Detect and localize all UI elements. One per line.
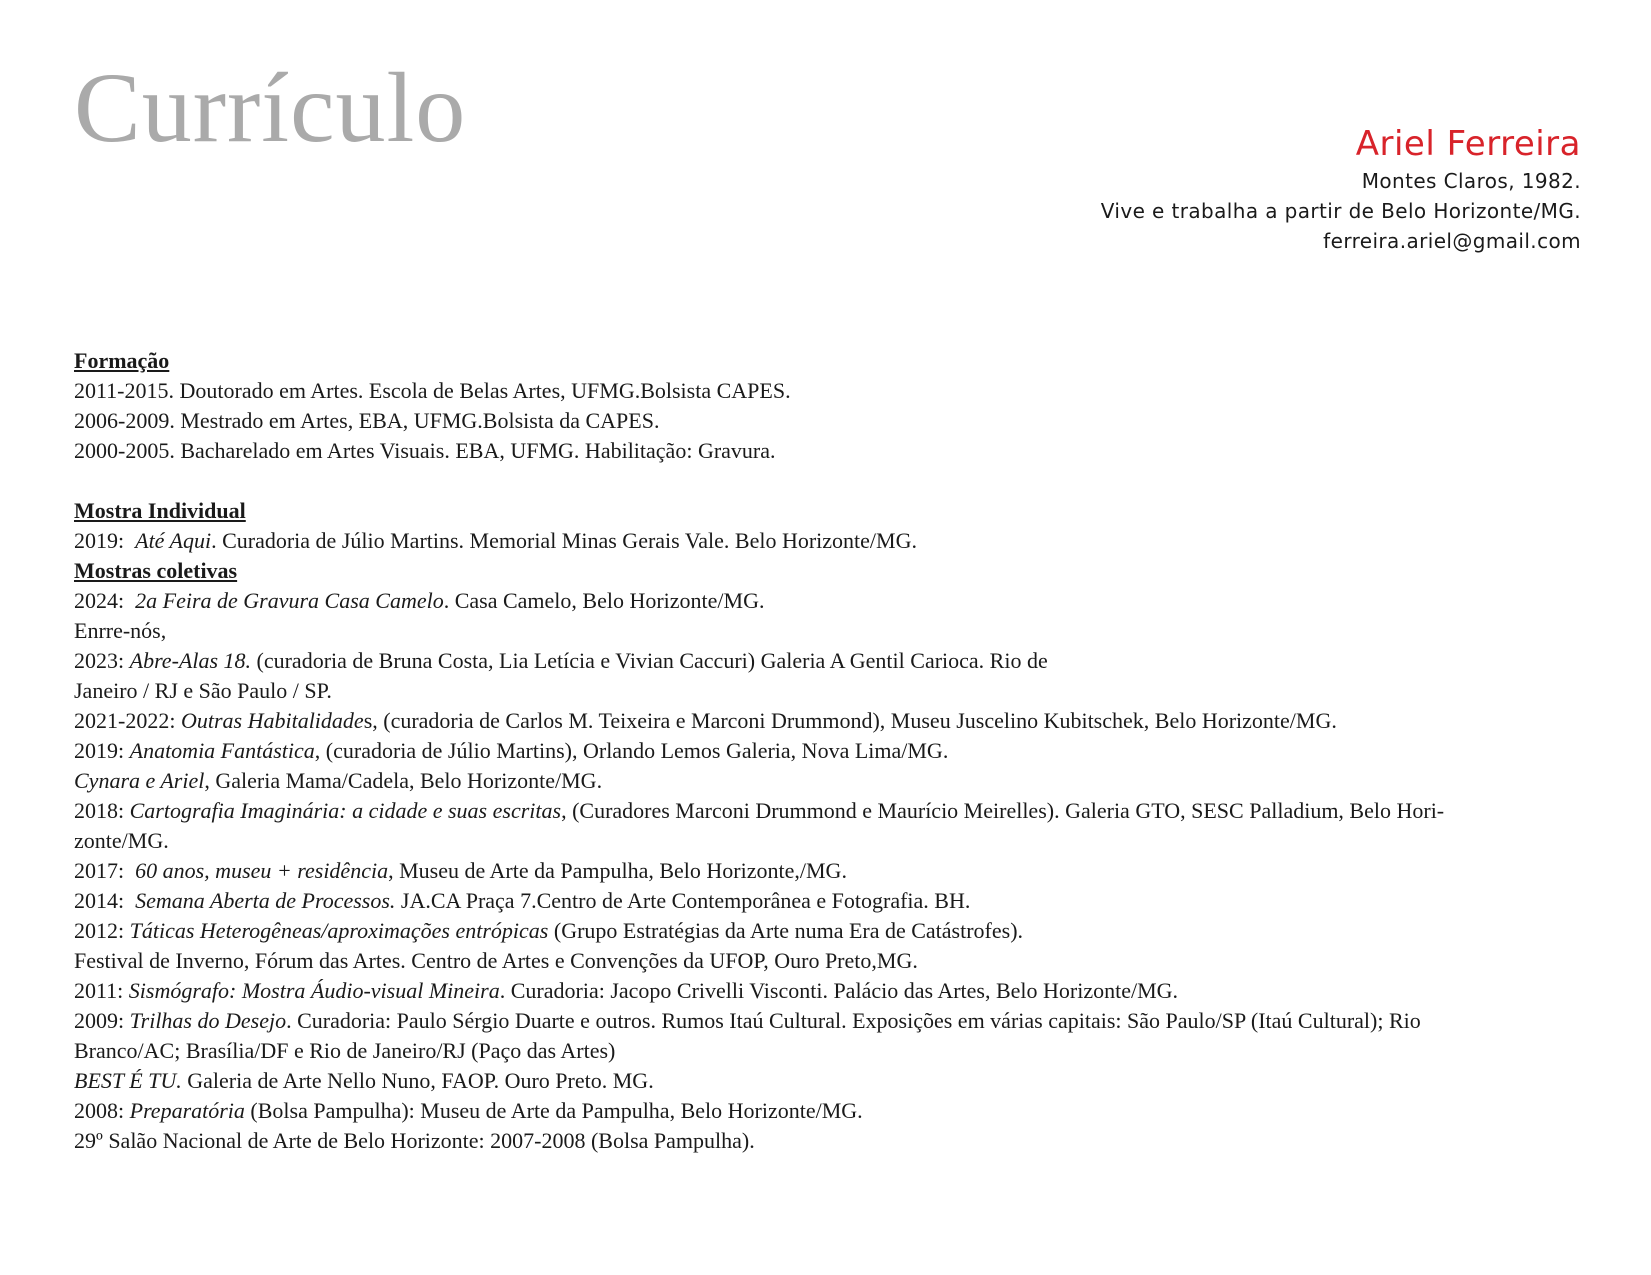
- entry-title: 60 anos, museu + residência: [135, 858, 389, 883]
- entry-title: Anatomia Fantástica: [129, 738, 315, 763]
- coletivas-entry: [74, 946, 1592, 976]
- entry-title: Cynara e Ariel: [74, 768, 205, 793]
- entry-text: . Curadoria: Jacopo Crivelli Visconti. Palácio das Artes, Belo Horizonte/MG.: [499, 978, 1179, 1003]
- coletivas-entry: [74, 1096, 1592, 1126]
- coletivas-entry: [74, 886, 1592, 916]
- individual-entry: [74, 526, 1592, 556]
- coletivas-list: [74, 586, 1592, 1156]
- entry-text: (Bolsa Pampulha): Museu de Arte da Pampulha, Belo Horizonte/MG.: [244, 1098, 863, 1123]
- coletivas-entry: [74, 676, 1592, 706]
- entry-text: zonte/MG.: [74, 828, 169, 853]
- entry-title: Sismógrafo: Mostra Áudio-visual Mineira: [128, 978, 500, 1003]
- entry-text: Festival de Inverno, Fórum das Artes. Centro de Artes e Convenções da UFOP, Ouro Preto,MG.: [74, 948, 918, 973]
- section-gap: [74, 466, 1592, 496]
- section-coletivas: [74, 556, 1592, 1156]
- coletivas-entry: [74, 706, 1592, 736]
- entry-prefix: 2014:: [74, 888, 136, 913]
- entry-prefix: 2012:: [74, 918, 130, 943]
- individual-list: [74, 526, 1592, 556]
- author-email: ferreira.ariel@gmail.com: [1323, 229, 1581, 253]
- formacao-entry: 2011-2015. Doutorado em Artes. Escola de Belas Artes, UFMG.Bolsista CAPES.: [74, 378, 791, 403]
- cv-content: [74, 346, 1592, 1156]
- entry-title: Trilhas do Desejo: [129, 1008, 287, 1033]
- entry-title: BEST É TU.: [74, 1068, 182, 1093]
- entry-prefix: 2017:: [74, 858, 136, 883]
- entry-text: . Curadoria: Paulo Sérgio Duarte e outros. Rumos Itaú Cultural. Exposições em várias capitais: São Paulo/SP (Itaú Cultural); Rio: [286, 1008, 1421, 1033]
- entry-title: Até Aqui: [135, 528, 212, 553]
- section-heading-coletivas: Mostras coletivas: [74, 558, 238, 583]
- entry-prefix: 2009:: [74, 1008, 130, 1033]
- coletivas-entry: [74, 616, 1592, 646]
- entry-prefix: 2008:: [74, 1098, 130, 1123]
- entry-text: Branco/AC; Brasília/DF e Rio de Janeiro/RJ (Paço das Artes): [74, 1038, 616, 1063]
- coletivas-entry: [74, 736, 1592, 766]
- entry-title: Abre-Alas 18.: [129, 648, 252, 673]
- entry-text: Enrre-nós,: [74, 618, 167, 643]
- formacao-list: [74, 376, 1592, 466]
- coletivas-entry: [74, 1066, 1592, 1096]
- entry-text: (Grupo Estratégias da Arte numa Era de Catástrofes).: [548, 918, 1024, 943]
- entry-text: Galeria de Arte Nello Nuno, FAOP. Ouro Preto. MG.: [181, 1068, 654, 1093]
- entry-title: Semana Aberta de Processos.: [135, 888, 396, 913]
- entry-text: 29º Salão Nacional de Arte de Belo Horizonte: 2007-2008 (Bolsa Pampulha).: [74, 1128, 755, 1153]
- page-title: Currículo: [74, 52, 467, 163]
- section-heading-formacao: Formação: [74, 348, 170, 373]
- coletivas-entry: [74, 646, 1592, 676]
- coletivas-entry: [74, 1126, 1592, 1156]
- entry-prefix: 2021-2022:: [74, 708, 181, 733]
- entry-text: , (curadoria de Júlio Martins), Orlando Lemos Galeria, Nova Lima/MG.: [314, 738, 949, 763]
- entry-prefix: 2011:: [74, 978, 129, 1003]
- entry-text: . Curadoria de Júlio Martins. Memorial Minas Gerais Vale. Belo Horizonte/MG.: [211, 528, 917, 553]
- coletivas-entry: [74, 916, 1592, 946]
- coletivas-entry: [74, 976, 1592, 1006]
- coletivas-entry: [74, 766, 1592, 796]
- section-heading-individual: Mostra Individual: [74, 498, 246, 523]
- entry-text: s, (curadoria de Carlos M. Teixeira e Marconi Drummond), Museu Juscelino Kubitschek, Belo Horizonte/MG.: [363, 708, 1337, 733]
- entry-title: Preparatória: [129, 1098, 245, 1123]
- section-formacao: [74, 346, 1592, 466]
- formacao-entry: 2000-2005. Bacharelado em Artes Visuais. EBA, UFMG. Habilitação: Gravura.: [74, 438, 776, 463]
- coletivas-entry: [74, 856, 1592, 886]
- section-individual: [74, 496, 1592, 556]
- coletivas-entry: [74, 796, 1592, 826]
- author-birth: Montes Claros, 1982.: [1361, 169, 1581, 193]
- entry-title: Táticas Heterogêneas/aproximações entrópicas: [129, 918, 549, 943]
- entry-text: JA.CA Praça 7.Centro de Arte Contemporânea e Fotografia. BH.: [395, 888, 971, 913]
- entry-title: 2a Feira de Gravura Casa Camelo: [135, 588, 444, 613]
- coletivas-entry: [74, 1006, 1592, 1036]
- entry-title: Outras Habitalidade: [180, 708, 364, 733]
- coletivas-entry: [74, 826, 1592, 856]
- entry-prefix: 2024:: [74, 588, 136, 613]
- author-residence: Vive e trabalha a partir de Belo Horizonte/MG.: [1100, 199, 1581, 223]
- author-name: Ariel Ferreira: [1355, 124, 1581, 164]
- coletivas-entry: [74, 586, 1592, 616]
- entry-prefix: 2023:: [74, 648, 130, 673]
- entry-text: . Casa Camelo, Belo Horizonte/MG.: [443, 588, 765, 613]
- entry-text: , (Curadores Marconi Drummond e Maurício Meirelles). Galeria GTO, SESC Palladium, Belo Hori-: [561, 798, 1445, 823]
- entry-prefix: 2019:: [74, 528, 136, 553]
- entry-text: Janeiro / RJ e São Paulo / SP.: [74, 678, 332, 703]
- entry-text: , Galeria Mama/Cadela, Belo Horizonte/MG.: [204, 768, 603, 793]
- entry-text: (curadoria de Bruna Costa, Lia Letícia e Vivian Caccuri) Galeria A Gentil Carioca. Rio de: [251, 648, 1048, 673]
- formacao-entry: 2006-2009. Mestrado em Artes, EBA, UFMG.Bolsista da CAPES.: [74, 408, 660, 433]
- coletivas-entry: [74, 1036, 1592, 1066]
- entry-prefix: 2018:: [74, 798, 130, 823]
- entry-title: Cartografia Imaginária: a cidade e suas escritas: [129, 798, 562, 823]
- entry-prefix: 2019:: [74, 738, 130, 763]
- author-block: [1101, 124, 1581, 256]
- entry-text: , Museu de Arte da Pampulha, Belo Horizonte,/MG.: [388, 858, 847, 883]
